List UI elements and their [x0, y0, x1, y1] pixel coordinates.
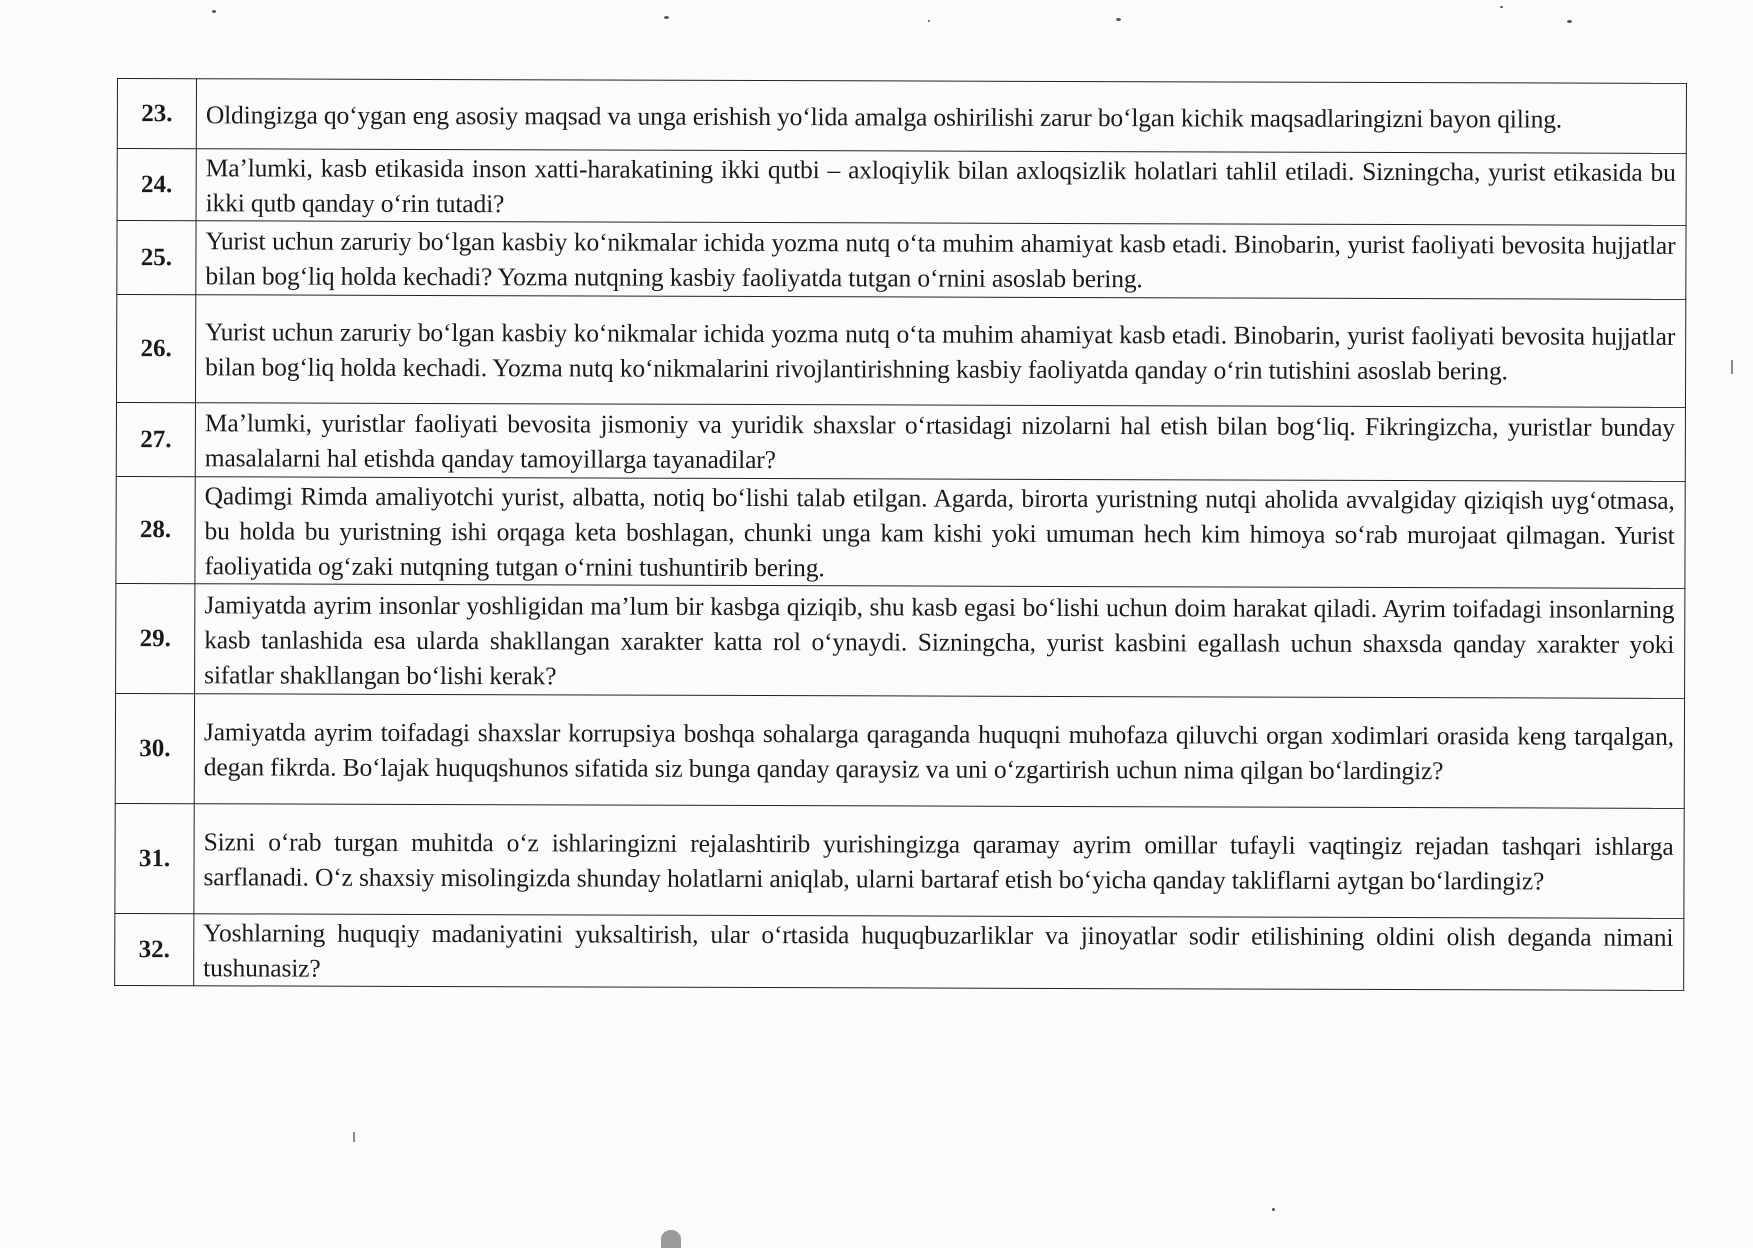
question-text: Ma’lumki, yuristlar faoliyati bevosita jismoniy va yuridik shaxslar o‘rtasidagi nizolarni hal etish bilan bog‘liq. Fikringizcha, yuristlar bunday masalalarni hal etishda qanday tamoyillarga tayanadilar?: [195, 403, 1685, 482]
question-text: Oldingizga qo‘ygan eng asosiy maqsad va unga erishish yo‘lida amalga oshirilishi zarur bo‘lgan kichik maqsadlaringizni bayon qiling.: [196, 79, 1686, 154]
table-row: [117, 79, 1686, 154]
table-row: [115, 913, 1684, 990]
question-number: 24.: [117, 149, 196, 221]
question-text: Jamiyatda ayrim toifadagi shaxslar korrupsiya boshqa sohalarga qaraganda huquqni muhofaza qiluvchi organ xodimlari orasida keng tarqalgan, degan fikrda. Bo‘lajak huquqshunos sifatida siz bunga qanday qaraysiz va uni o‘zgartirish uchun nima qilgan bo‘lardingiz?: [194, 694, 1684, 809]
question-text: Ma’lumki, kasb etikasida inson xatti-harakatining ikki qutbi – axloqiylik bilan axloqsizlik holatlari tahlil etiladi. Sizningcha, yurist etikasida bu ikki qutb qanday o‘rin tutadi?: [196, 149, 1686, 226]
question-number: 32.: [115, 913, 194, 985]
punch-hole-mark: [661, 1230, 681, 1248]
table-row: [116, 583, 1685, 698]
questions-table: [114, 78, 1687, 991]
question-number: 25.: [117, 221, 196, 295]
scan-speck: [1500, 6, 1503, 8]
question-number: 23.: [117, 79, 196, 149]
question-text: Jamiyatda ayrim insonlar yoshligidan ma’lum bir kasbga qiziqib, shu kasb egasi bo‘lishi uchun doim harakat qiladi. Ayrim toifadagi insonlarning kasb tanlashida esa ularda shakllangan xarakter katta rol o‘ynaydi. Sizningcha, yurist kasbini egallash uchun shaxsda qanday xarakter yoki sifatlar shakllangan bo‘lishi kerak?: [195, 584, 1685, 699]
scan-speck: [1567, 20, 1572, 23]
table-row: [116, 402, 1685, 481]
question-text: Yurist uchun zaruriy bo‘lgan kasbiy ko‘nikmalar ichida yozma nutq o‘ta muhim ahamiyat kasb etadi. Binobarin, yurist faoliyati bevosita hujjatlar bilan bog‘liq holda kechadi. Yozma nutq ko‘nikmalarini rivojlantirishning kasbiy faoliyatda qanday o‘rin tutishini asoslab bering.: [195, 295, 1685, 408]
question-text: Sizni o‘rab turgan muhitda o‘z ishlaringizni rejalashtirib yurishingizga qaramay ayrim omillar tufayli vaqtingiz rejadan tashqari ishlarga sarflanadi. O‘z shaxsiy misolingizda shunday holatlarni aniqlab, ularni bartaraf etish bo‘yicha qanday takliflarni aytgan bo‘lardingiz?: [194, 804, 1684, 919]
question-number: 31.: [115, 803, 194, 913]
question-text: Yurist uchun zaruriy bo‘lgan kasbiy ko‘nikmalar ichida yozma nutq o‘ta muhim ahamiyat kasb etadi. Binobarin, yurist faoliyati bevosita hujjatlar bilan bog‘liq holda kechadi? Yozma nutqning kasbiy faoliyatda tutgan o‘rnini asoslab bering.: [196, 221, 1686, 300]
scan-mark: [353, 1132, 355, 1142]
table-row: [115, 803, 1684, 918]
question-text: Yoshlarning huquqiy madaniyatini yuksaltirish, ular o‘rtasida huquqbuzarliklar va jinoyatlar sodir etilishining oldini olish deganda nimani tushunasiz?: [194, 914, 1684, 991]
scan-mark: [1731, 360, 1733, 374]
table-row: [115, 693, 1684, 808]
table-row: [116, 295, 1685, 408]
scan-speck: [928, 20, 930, 22]
scan-speck: [1272, 1208, 1275, 1211]
scan-speck: [1116, 18, 1121, 21]
table-row: [116, 476, 1685, 588]
question-number: 30.: [115, 693, 194, 803]
question-text: Qadimgi Rimda amaliyotchi yurist, albatta, notiq bo‘lishi talab etilgan. Agarda, birorta yuristning nutqi aholida avvalgiday qiziqish uyg‘otmasa, bu holda bu yuristning ishi orqaga keta boshlagan, chunki unga kam kishi yoki umuman hech kim himoya so‘rab murojaat qilmagan. Yurist faoliyatida og‘zaki nutqning tutgan o‘rnini tushuntirib bering.: [195, 477, 1685, 589]
question-number: 29.: [116, 583, 195, 693]
table-row: [117, 149, 1686, 226]
question-number: 28.: [116, 476, 195, 583]
scan-speck: [212, 10, 216, 13]
question-number: 27.: [116, 402, 195, 476]
scan-speck: [664, 16, 669, 19]
question-number: 26.: [116, 295, 195, 403]
table-row: [117, 221, 1686, 300]
